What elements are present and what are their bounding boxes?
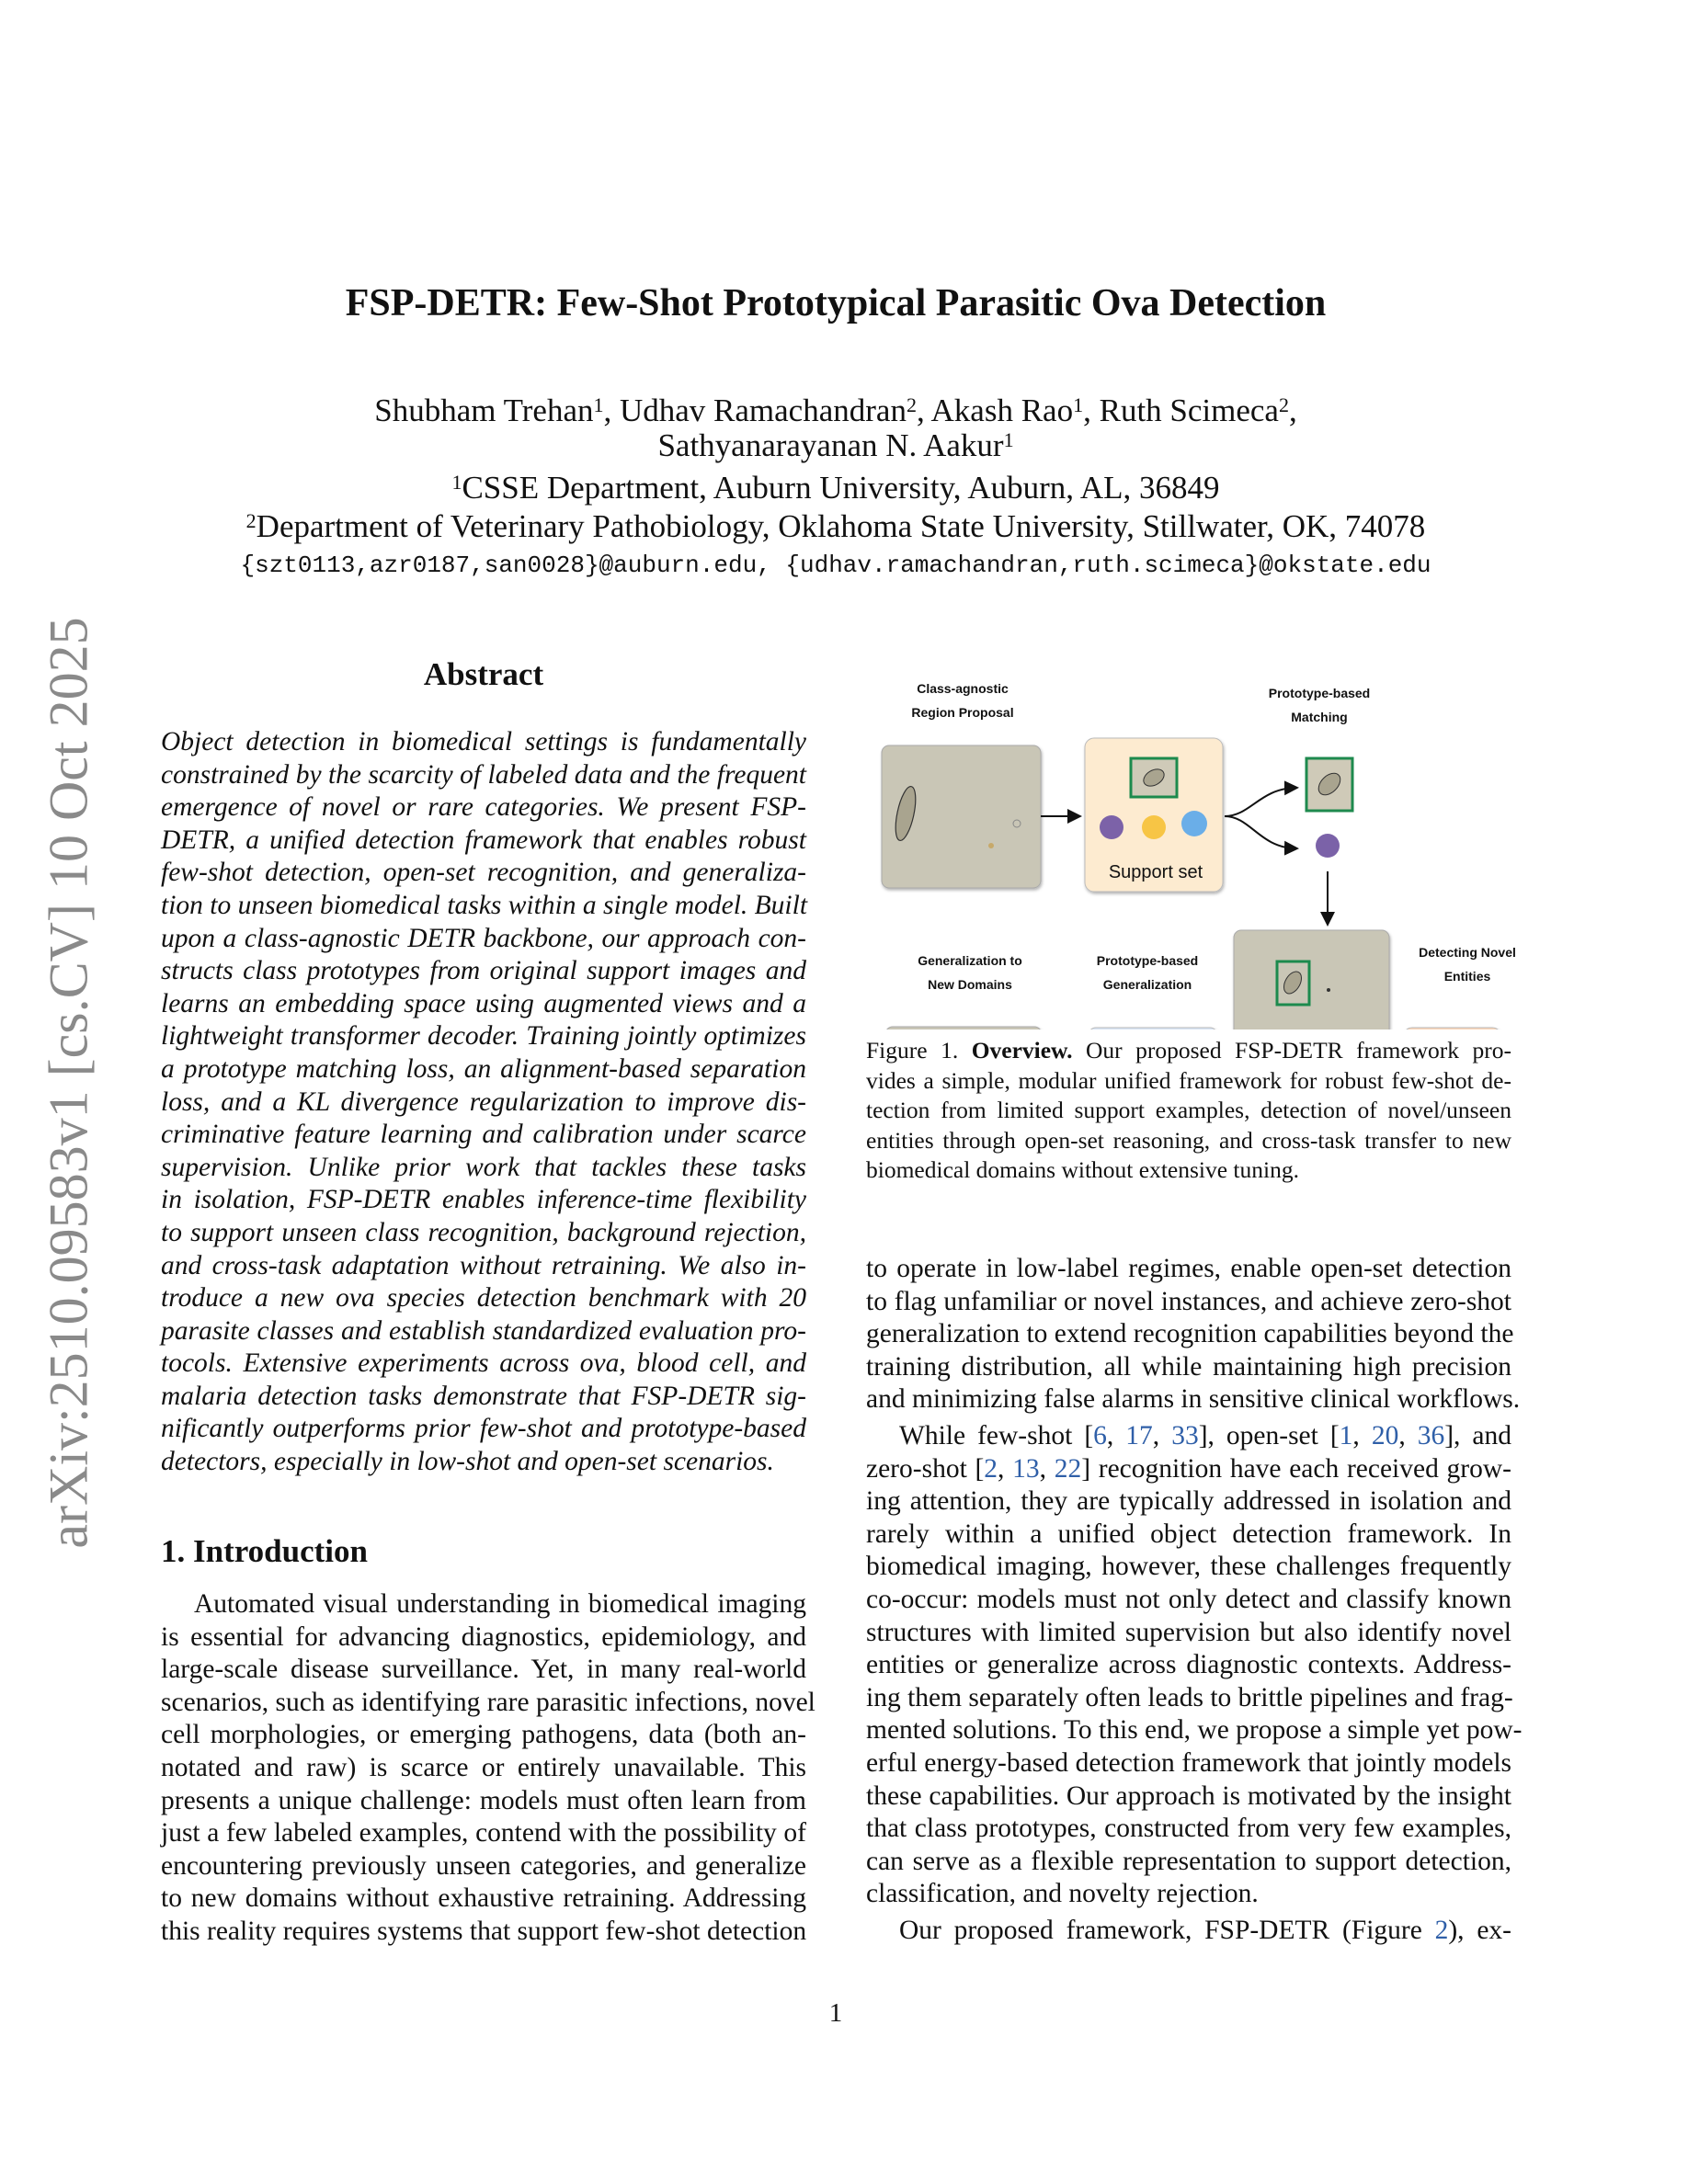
text-line: emergence of novel or rare categories. We present FSP-: [161, 792, 806, 823]
label-prototype-generalization: Prototype-based Generalization: [1096, 953, 1199, 992]
label-new-domains: Generalization to New Domains: [918, 953, 1022, 992]
affiliation-line: $^2$Department of Veterinary Pathobiology, Oklahoma State University, Stillwater, OK, 74078: [245, 508, 1426, 544]
text-line: learns an embedding space using augmented views and a: [161, 988, 806, 1018]
paragraph: [866, 1420, 1523, 1911]
text-line: detectors, especially in low-shot and open-set scenarios.: [161, 1447, 774, 1477]
text-line: classification, and novelty rejection.: [866, 1879, 1259, 1909]
text-line: ing them separately often leads to brittle pipelines and frag-: [866, 1682, 1513, 1712]
text-line: encountering previously unseen categories, and generalize: [161, 1850, 806, 1881]
text-line: this reality requires systems that support few-shot detection: [161, 1916, 807, 1946]
text-line: malaria detection tasks demonstrate that FSP-DETR sig-: [161, 1381, 806, 1411]
figure-label: Figure 1.: [866, 1037, 972, 1064]
text-line: to flag unfamiliar or novel instances, and achieve zero-shot: [866, 1286, 1511, 1316]
text-line: Our proposed framework, FSP-DETR (Figure 2), ex-: [899, 1915, 1512, 1945]
text-line: constrained by the scarcity of labeled data and the frequent: [161, 759, 806, 790]
abstract-heading: Abstract: [423, 656, 544, 692]
detection-result-image: [1234, 930, 1389, 1029]
text-line: a prototype matching loss, an alignment-based separation: [161, 1053, 806, 1084]
text-line: co-occur: models must not only detect and classify known: [866, 1584, 1511, 1614]
text-line: structures with limited supervision but also identify novel: [866, 1617, 1511, 1647]
text-line: DETR, a unified detection framework that enables robust: [161, 825, 806, 855]
affiliation-superscript: 2: [245, 509, 257, 532]
affiliation-superscript: 2: [906, 393, 917, 416]
text-line: supervision. Unlike prior work that tackles these tasks: [161, 1152, 806, 1182]
citation-link[interactable]: 20: [1371, 1420, 1399, 1450]
text-line: structs class prototypes from original support images and: [161, 956, 806, 986]
text-line: is essential for advancing diagnostics, epidemiology, and: [161, 1621, 806, 1652]
text-line: and cross-task adaptation without retraining. We also in-: [161, 1250, 806, 1280]
text-line: nificantly outperforms prior few-shot and prototype-based: [161, 1414, 806, 1444]
text-line: mented solutions. To this end, we propose a simple yet pow-: [866, 1715, 1523, 1746]
citation-link[interactable]: 33: [1171, 1420, 1199, 1450]
text-line: scenarios, such as identifying rare parasitic infections, novel: [161, 1687, 815, 1717]
abstract-body: [161, 726, 806, 1479]
text-line: generalization to extend recognition capabilities beyond the: [866, 1319, 1514, 1349]
text-line: and minimizing false alarms in sensitive clinical workflows.: [866, 1384, 1521, 1415]
affiliation-superscript: 1: [593, 393, 604, 416]
affiliation-superscript: 1: [1073, 393, 1084, 416]
text-line: Automated visual understanding in biomedical imaging: [194, 1589, 806, 1619]
generalization-panel: [1089, 1028, 1217, 1029]
citation-link[interactable]: 2: [1434, 1915, 1449, 1945]
text-line: biomedical domains without extensive tuning.: [866, 1156, 1299, 1184]
text-line: troduce a new ova species detection benchmark with 20: [161, 1283, 806, 1314]
affiliation-superscript: 1: [1003, 428, 1014, 451]
text-line: entities through open-set reasoning, and cross-task transfer to new: [866, 1126, 1511, 1154]
paragraph: [866, 1915, 1511, 1948]
text-line: lightweight transformer decoder. Training jointly optimizes: [161, 1021, 806, 1052]
arxiv-identifier: arXiv:2510.09583v1 [cs.CV] 10 Oct 2025: [38, 617, 99, 1549]
citation-link[interactable]: 13: [1012, 1453, 1040, 1484]
citation-link[interactable]: 2: [984, 1453, 998, 1484]
caption-title: Overview.: [971, 1037, 1073, 1064]
text-line: Figure 1. Overview. Our proposed FSP-DETR framework pro-: [866, 1037, 1511, 1064]
section-heading-introduction: 1. Introduction: [161, 1533, 368, 1569]
text-line: notated and raw) is scarce or entirely unavailable. This: [161, 1752, 806, 1782]
paragraph: [866, 1253, 1521, 1416]
new-domain-image: [885, 1027, 1042, 1029]
citation-link[interactable]: 17: [1125, 1420, 1153, 1450]
text-line: rarely within a unified object detection framework. In: [866, 1519, 1511, 1549]
citation-link[interactable]: 1: [1339, 1420, 1353, 1450]
text-line: erful energy-based detection framework that jointly models: [866, 1747, 1511, 1778]
figure-1-overview-diagram: [855, 643, 1526, 1029]
text-line: in isolation, FSP-DETR enables inference-time flexibility: [161, 1185, 806, 1215]
text-line: can serve as a flexible representation to support detection,: [866, 1846, 1511, 1876]
text-line: Object detection in biomedical settings is fundamentally: [161, 727, 806, 756]
text-line: parasite classes and establish standardized evaluation pro-: [161, 1315, 806, 1346]
figure-1-caption: [866, 1036, 1511, 1186]
support-set-label: Support set: [1108, 862, 1203, 882]
citation-link[interactable]: 6: [1093, 1420, 1107, 1450]
text-line: cell morphologies, or emerging pathogens, data (both an-: [161, 1720, 806, 1750]
author-line: Sathyanarayanan N. Aakur$^1$: [657, 427, 1014, 463]
text-line: these capabilities. Our approach is motivated by the insight: [866, 1780, 1511, 1811]
text-line: large-scale disease surveillance. Yet, in many real-world: [161, 1655, 806, 1685]
page-number: 1: [828, 1998, 843, 2028]
paper-title: FSP-DETR: Few-Shot Prototypical Parasitic Ova Detection: [345, 282, 1327, 324]
citation-link[interactable]: 22: [1054, 1453, 1082, 1484]
text-line: vides a simple, modular unified framework for robust few-shot de-: [866, 1066, 1511, 1094]
text-line: ing attention, they are typically addressed in isolation and: [866, 1486, 1511, 1517]
text-line: While few-shot [6, 17, 33], open-set [1, 20, 36], and: [899, 1420, 1512, 1450]
citation-link[interactable]: 36: [1417, 1420, 1445, 1450]
text-line: tection from limited support examples, detection of novel/unseen: [866, 1097, 1511, 1124]
text-line: few-shot detection, open-set recognition, and generaliza-: [161, 858, 806, 888]
introduction-body: [161, 1588, 815, 1949]
text-line: upon a class-agnostic DETR backbone, our approach con-: [161, 923, 806, 953]
microscopy-image-input: [882, 745, 1041, 888]
label-detecting-novel: Detecting Novel Entities: [1419, 945, 1516, 984]
text-line: zero-shot [2, 13, 22] recognition have each received grow-: [866, 1453, 1512, 1484]
novel-entities-panel: [1403, 1028, 1501, 1029]
affiliation-superscript: 2: [1278, 393, 1289, 416]
label-prototype-matching: Prototype-based Matching: [1268, 686, 1371, 724]
text-line: entities or generalize across diagnostic contexts. Address-: [866, 1650, 1511, 1680]
text-line: that class prototypes, constructed from very few examples,: [866, 1814, 1511, 1844]
author-line: Shubham Trehan$^1$, Udhav Ramachandran$^2$, Akash Rao$^1$, Ruth Scimeca$^2$,: [374, 392, 1297, 428]
text-line: to new domains without exhaustive retraining. Addressing: [161, 1883, 806, 1914]
text-line: to operate in low-label regimes, enable open-set detection: [866, 1254, 1511, 1283]
text-line: loss, and a KL divergence regularization to improve dis-: [161, 1086, 806, 1117]
text-line: just a few labeled examples, contend with the possibility of: [161, 1818, 806, 1848]
label-region-proposal: Class-agnostic Region Proposal: [911, 681, 1014, 720]
affiliation-line: $^1$CSSE Department, Auburn University, Auburn, AL, 36849: [451, 470, 1220, 506]
text-line: to support unseen class recognition, background rejection,: [161, 1217, 806, 1247]
text-line: criminative feature learning and calibration under scarce: [161, 1120, 806, 1150]
text-line: tion to unseen biomedical tasks within a single model. Built: [161, 890, 808, 920]
text-line: tocols. Extensive experiments across ova, blood cell, and: [161, 1348, 806, 1379]
text-line: training distribution, all while maintaining high precision: [866, 1351, 1511, 1382]
text-line: presents a unique challenge: models must often learn from: [161, 1785, 806, 1815]
affiliation-superscript: 1: [451, 471, 462, 494]
author-emails: {szt0113,azr0187,san0028}@auburn.edu, {udhav.ramachandran,ruth.scimeca}@okstate.edu: [240, 552, 1431, 579]
right-column-body: [866, 1253, 1523, 1947]
text-line: biomedical imaging, however, these challenges frequently: [866, 1552, 1511, 1582]
